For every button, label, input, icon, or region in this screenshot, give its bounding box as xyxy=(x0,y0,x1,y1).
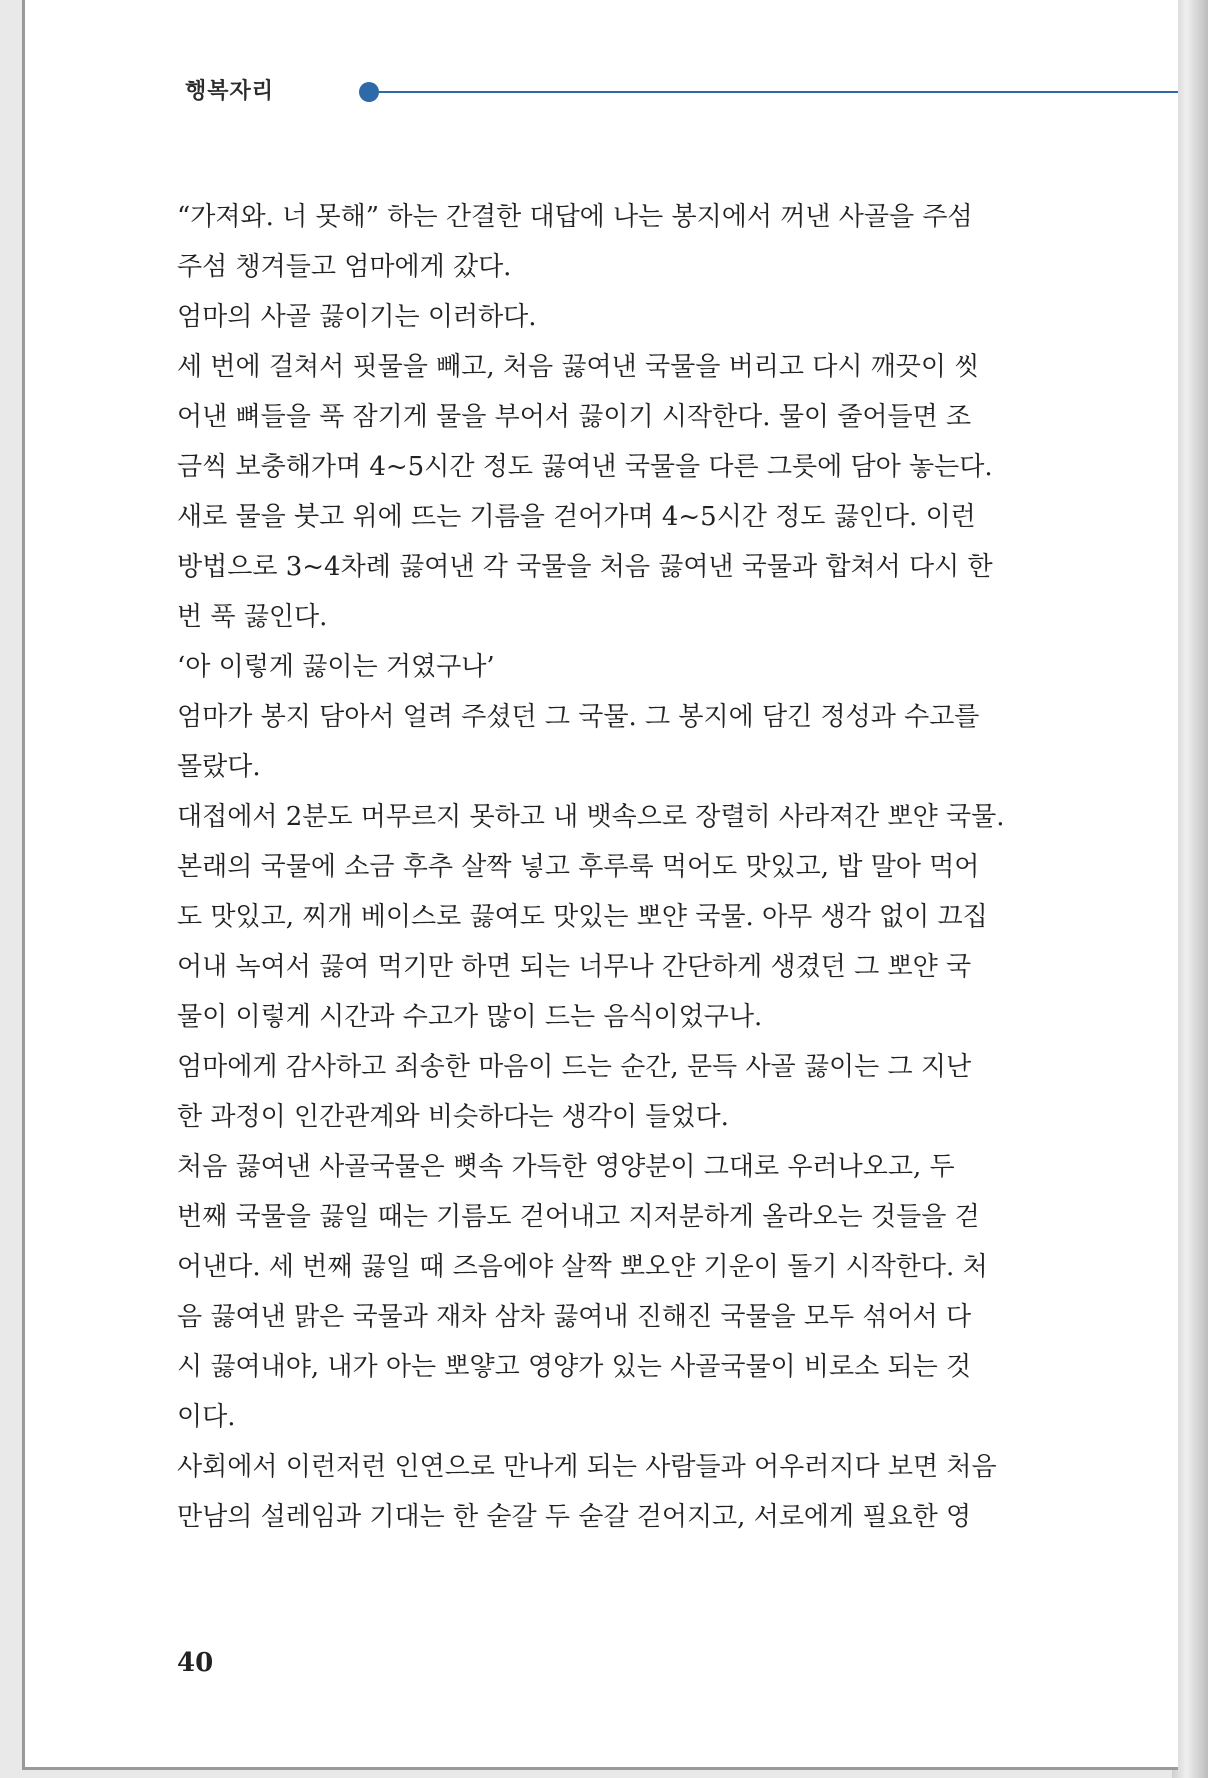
text-line: 번 푹 끓인다. xyxy=(177,602,328,632)
text-line: 한 과정이 인간관계와 비슷하다는 생각이 들었다. xyxy=(177,1102,729,1132)
header-rule-line xyxy=(375,91,1178,93)
text-line: 도 맛있고, 찌개 베이스로 끓여도 맛있는 뽀얀 국물. 아무 생각 없이 끄집 xyxy=(177,902,988,932)
text-line: 이다. xyxy=(177,1402,236,1432)
text-line: 사회에서 이런저런 인연으로 만나게 되는 사람들과 어우러지다 보면 처음 xyxy=(177,1452,997,1482)
text-line: 시 끓여내야, 내가 아는 뽀얗고 영양가 있는 사골국물이 비로소 되는 것 xyxy=(177,1352,972,1382)
text-line: “가져와. 너 못해” 하는 간결한 대답에 나는 봉지에서 꺼낸 사골을 주섬 xyxy=(177,202,973,232)
text-line: 처음 끓여낸 사골국물은 뼛속 가득한 영양분이 그대로 우러나오고, 두 xyxy=(177,1152,955,1182)
text-line: 새로 물을 붓고 위에 뜨는 기름을 걷어가며 4~5시간 정도 끓인다. 이런 xyxy=(177,502,976,532)
text-line: 주섬 챙겨들고 엄마에게 갔다. xyxy=(177,252,512,282)
book-page xyxy=(22,0,1178,1770)
text-line: 어낸다. 세 번째 끓일 때 즈음에야 살짝 뽀오얀 기운이 돌기 시작한다. 처 xyxy=(177,1252,988,1282)
text-line: 대접에서 2분도 머무르지 못하고 내 뱃속으로 장렬히 사라져간 뽀얀 국물. xyxy=(177,802,1005,832)
text-line: 어낸 뼈들을 푹 잠기게 물을 부어서 끓이기 시작한다. 물이 줄어들면 조 xyxy=(177,402,972,432)
page-number: 40 xyxy=(177,1648,214,1678)
text-line: 금씩 보충해가며 4~5시간 정도 끓여낸 국물을 다른 그릇에 담아 놓는다. xyxy=(177,452,993,482)
body-text xyxy=(177,192,1047,1542)
text-line: 번째 국물을 끓일 때는 기름도 걷어내고 지저분하게 올라오는 것들을 걷 xyxy=(177,1202,980,1232)
text-line: 엄마에게 감사하고 죄송한 마음이 드는 순간, 문득 사골 끓이는 그 지난 xyxy=(177,1052,972,1082)
text-line: 어내 녹여서 끓여 먹기만 하면 되는 너무나 간단하게 생겼던 그 뽀얀 국 xyxy=(177,952,972,982)
text-line: 만남의 설레임과 기대는 한 숟갈 두 숟갈 걷어지고, 서로에게 필요한 영 xyxy=(177,1502,972,1532)
text-line: 엄마의 사골 끓이기는 이러하다. xyxy=(177,302,537,332)
text-line: 세 번에 걸쳐서 핏물을 빼고, 처음 끓여낸 국물을 버리고 다시 깨끗이 씻 xyxy=(177,352,980,382)
text-line: 몰랐다. xyxy=(177,752,261,782)
running-title: 행복자리 xyxy=(185,78,275,104)
text-line: 엄마가 봉지 담아서 얼려 주셨던 그 국물. 그 봉지에 담긴 정성과 수고를 xyxy=(177,702,980,732)
text-line: ‘아 이렇게 끓이는 거였구나’ xyxy=(177,652,495,682)
text-line: 본래의 국물에 소금 후추 살짝 넣고 후루룩 먹어도 맛있고, 밥 말아 먹어 xyxy=(177,852,980,882)
text-line: 물이 이렇게 시간과 수고가 많이 드는 음식이었구나. xyxy=(177,1002,763,1032)
text-line: 방법으로 3~4차례 끓여낸 각 국물을 처음 끓여낸 국물과 합쳐서 다시 한 xyxy=(177,552,993,582)
text-line: 음 끓여낸 맑은 국물과 재차 삼차 끓여내 진해진 국물을 모두 섞어서 다 xyxy=(177,1302,972,1332)
